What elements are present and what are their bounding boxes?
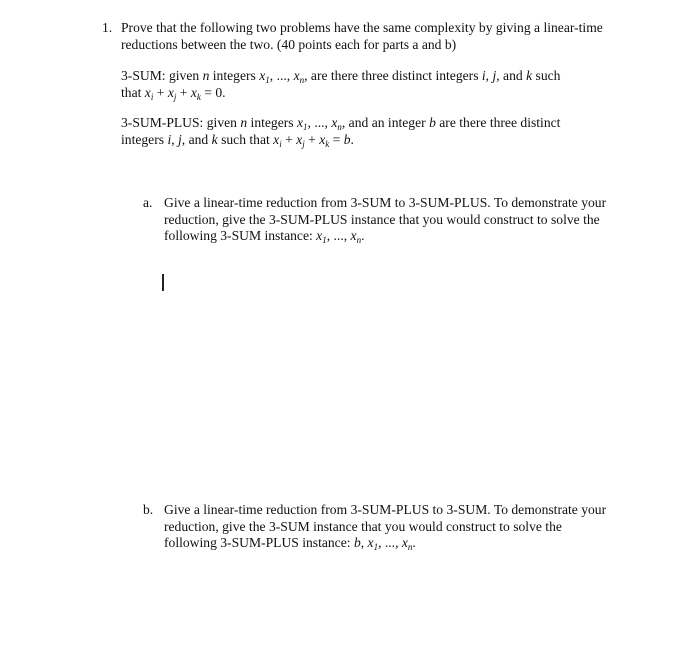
three-sum-definition-line-2: that $x_i + x_j + x_k = 0$. bbox=[121, 84, 226, 102]
three-sum-definition-line-1: 3-SUM: given n integers $x_1$, ..., $x_n$, are there three distinct integers i, j, and k such bbox=[121, 68, 561, 85]
three-sum-plus-definition-line-2: integers i, j, and k such that $x_i + x_j + x_k = b$. bbox=[121, 131, 354, 149]
part-b-line-2: reduction, give the 3-SUM instance that you would construct to solve the bbox=[164, 518, 562, 534]
question-stem-line-1: Prove that the following two problems have the same complexity by giving a linear-time bbox=[121, 20, 603, 35]
part-a-label: a. bbox=[143, 195, 153, 210]
part-a-line-2: reduction, give the 3-SUM-PLUS instance that you would construct to solve the bbox=[164, 211, 600, 227]
answer-text-cursor[interactable] bbox=[162, 274, 164, 291]
three-sum-definition bbox=[121, 68, 641, 101]
three-sum-plus-definition-line-1: 3-SUM-PLUS: given n integers $x_1$, ..., $x_n$, and an integer b are there three distinct bbox=[121, 115, 561, 132]
three-sum-plus-definition bbox=[121, 115, 641, 148]
part-b-line-1: Give a linear-time reduction from 3-SUM-PLUS to 3-SUM. To demonstrate your bbox=[164, 502, 607, 517]
question-number: 1. bbox=[102, 20, 113, 35]
question-stem-line-2: reductions between the two. (40 points each for parts a and b) bbox=[121, 36, 457, 52]
part-a-line-3: following 3-SUM instance: $x_1$, ..., $x_n$. bbox=[164, 228, 365, 245]
part-b-label: b. bbox=[143, 502, 154, 517]
part-b-text bbox=[164, 502, 634, 552]
part-a-line-1: Give a linear-time reduction from 3-SUM to 3-SUM-PLUS. To demonstrate your bbox=[164, 195, 607, 210]
question-stem bbox=[121, 20, 641, 53]
part-a-text bbox=[164, 195, 634, 245]
part-b-line-3: following 3-SUM-PLUS instance: b, $x_1$, ..., $x_n$. bbox=[164, 535, 416, 552]
